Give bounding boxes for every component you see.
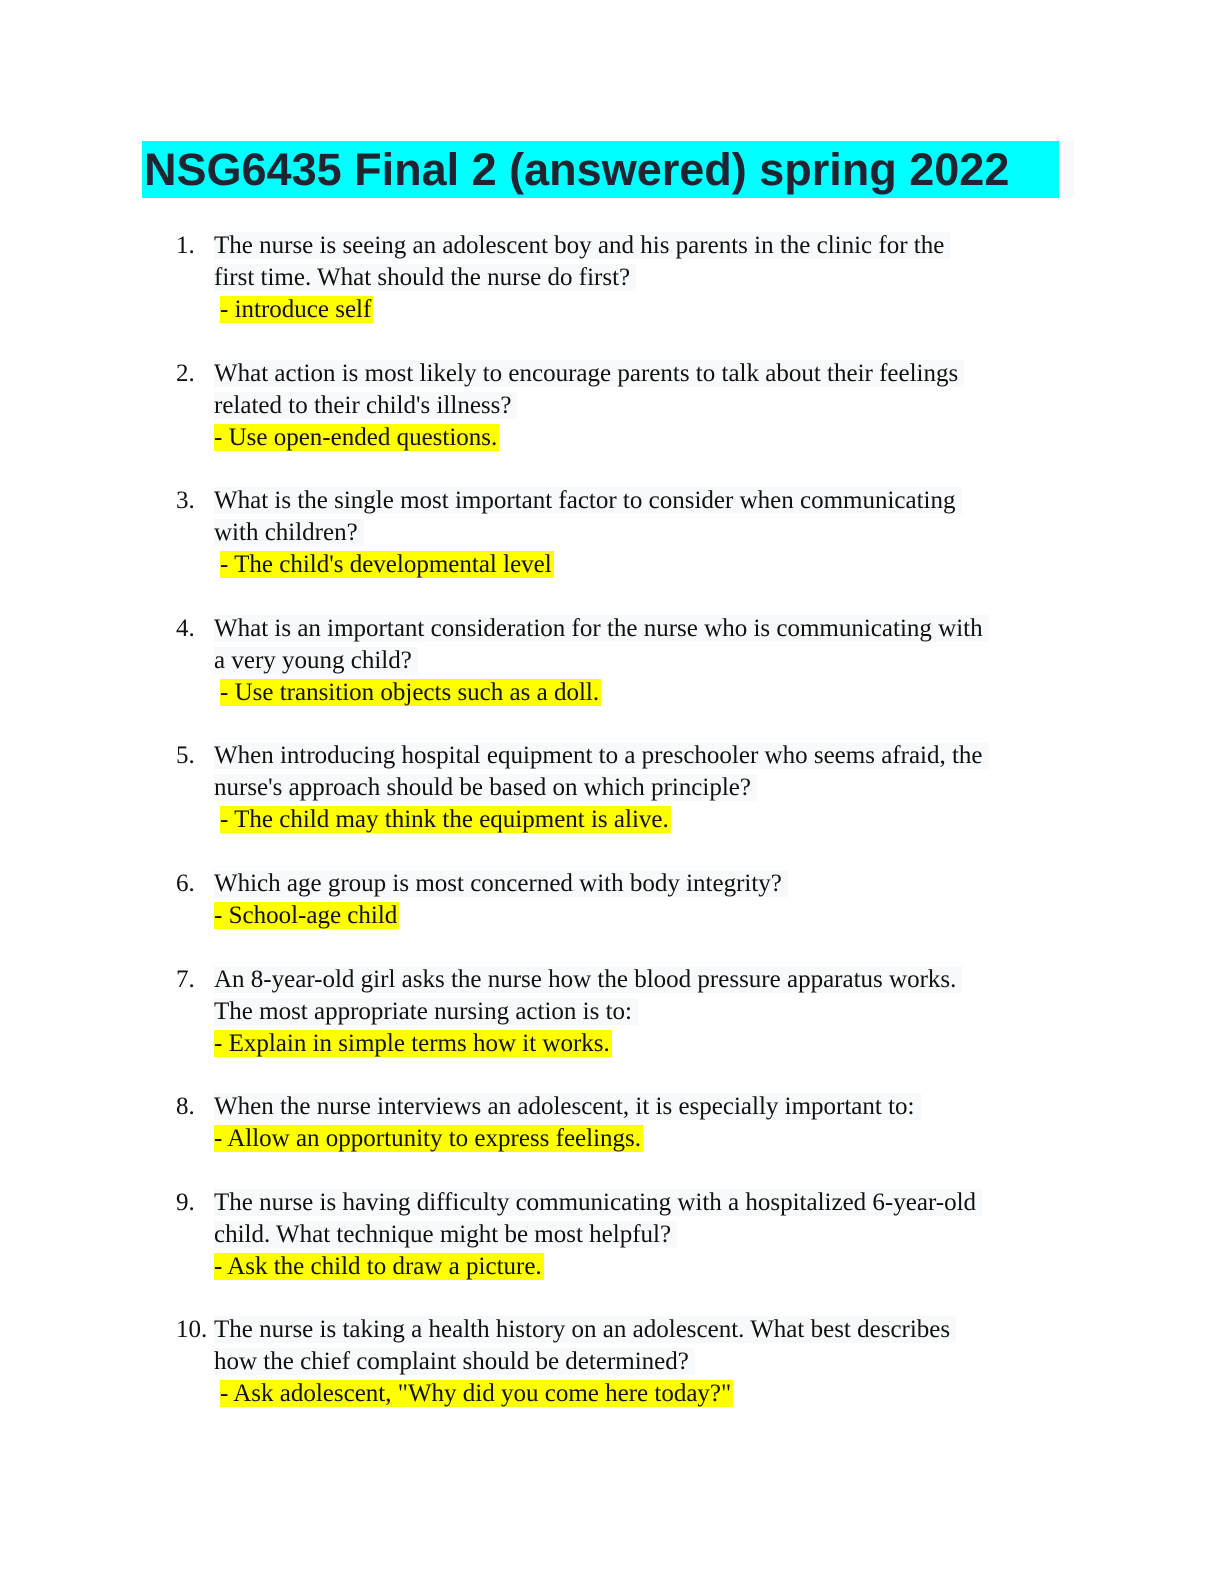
answer-text: - Use open-ended questions. [214, 424, 498, 451]
question-number: 10. [176, 1316, 208, 1343]
question-body [214, 740, 989, 836]
question-number: 7. [176, 966, 195, 993]
question-body [214, 613, 989, 709]
answer-text: - Allow an opportunity to express feelings. [214, 1125, 642, 1152]
title-block [142, 141, 1074, 198]
question-text: An 8-year-old girl asks the nurse how the blood pressure apparatus works. [214, 966, 962, 993]
question-text: Which age group is most concerned with body integrity? [214, 870, 788, 897]
question-number: 2. [176, 360, 195, 387]
answer-text: - Ask the child to draw a picture. [214, 1253, 542, 1280]
question-body [214, 964, 962, 1060]
question-text: When the nurse interviews an adolescent, it is especially important to: [214, 1093, 921, 1120]
answer-text: - The child may think the equipment is alive. [220, 806, 669, 833]
question-number: 1. [176, 232, 195, 259]
question-number: 6. [176, 870, 195, 897]
question-body [214, 1187, 982, 1283]
question-number: 4. [176, 615, 195, 642]
question-body [214, 1091, 921, 1155]
question-text: nurse's approach should be based on which principle? [214, 774, 757, 801]
document-title: NSG6435 Final 2 (answered) spring 2022 [142, 141, 1059, 198]
question-text: related to their child's illness? [214, 392, 517, 419]
answer-text: - The child's developmental level [220, 551, 552, 578]
question-number: 9. [176, 1189, 195, 1216]
question-text: What is the single most important factor to consider when communicating [214, 487, 962, 514]
question-body [214, 868, 788, 932]
answer-text: - Use transition objects such as a doll. [220, 679, 600, 706]
question-text: how the chief complaint should be determined? [214, 1348, 695, 1375]
question-text: The most appropriate nursing action is to: [214, 998, 638, 1025]
question-text: The nurse is taking a health history on an adolescent. What best describes [214, 1316, 956, 1343]
question-body [214, 358, 964, 454]
question-text: When introducing hospital equipment to a preschooler who seems afraid, the [214, 742, 989, 769]
answer-text: - Ask adolescent, "Why did you come here today?" [220, 1380, 732, 1407]
question-number: 3. [176, 487, 195, 514]
question-text: What is an important consideration for the nurse who is communicating with [214, 615, 989, 642]
question-body [214, 230, 950, 326]
question-text: a very young child? [214, 647, 418, 674]
question-number: 5. [176, 742, 195, 769]
answer-text: - Explain in simple terms how it works. [214, 1030, 610, 1057]
question-text: with children? [214, 519, 364, 546]
question-number: 8. [176, 1093, 195, 1120]
question-body [214, 485, 962, 581]
question-body [214, 1314, 956, 1410]
question-text: The nurse is having difficulty communicating with a hospitalized 6-year-old [214, 1189, 982, 1216]
question-text: What action is most likely to encourage parents to talk about their feelings [214, 360, 964, 387]
question-text: The nurse is seeing an adolescent boy and his parents in the clinic for the [214, 232, 950, 259]
answer-text: - introduce self [220, 296, 372, 323]
answer-text: - School-age child [214, 902, 398, 929]
question-text: first time. What should the nurse do first? [214, 264, 636, 291]
question-text: child. What technique might be most helpful? [214, 1221, 677, 1248]
